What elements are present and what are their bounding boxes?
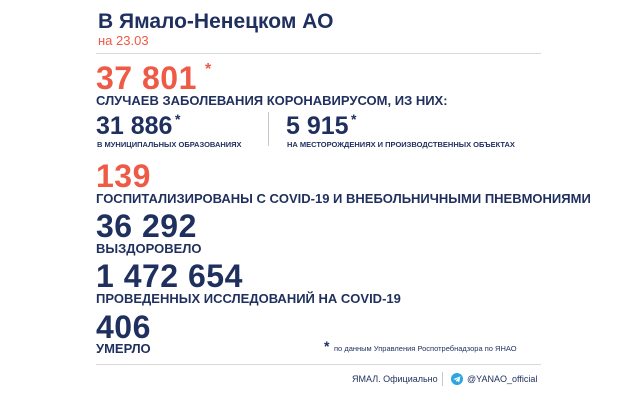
fields-cases-label: НА МЕСТОРОЖДЕНИЯХ И ПРОИЗВОДСТВЕННЫХ ОБЪЕКТАХ (287, 140, 515, 149)
column-divider (268, 112, 269, 146)
tests-label: ПРОВЕДЕННЫХ ИССЛЕДОВАНИЙ НА COVID-19 (96, 291, 401, 306)
recovered-label: ВЫЗДОРОВЕЛО (96, 241, 202, 256)
tests-value: 1 472 654 (96, 258, 243, 294)
municipal-cases-label: В МУНИЦИПАЛЬНЫХ ОБРАЗОВАНИЯХ (97, 140, 242, 149)
total-cases-asterisk: * (205, 61, 212, 78)
source-label: ЯМАЛ. Официально (352, 374, 438, 384)
fields-cases-asterisk: * (351, 111, 357, 127)
page-title: В Ямало-Ненецком АО (98, 10, 334, 33)
bottom-divider (96, 364, 541, 365)
deaths-value: 406 (96, 309, 151, 345)
total-cases-number: 37 801 (96, 60, 197, 96)
hospitalized-label: ГОСПИТАЛИЗИРОВАНЫ С COVID-19 И ВНЕБОЛЬНИЧНЫМИ ПНЕВМОНИЯМИ (96, 191, 591, 206)
total-cases-label: СЛУЧАЕВ ЗАБОЛЕВАНИЯ КОРОНАВИРУСОМ, ИЗ НИХ: (96, 93, 448, 108)
telegram-handle-link[interactable]: @YANAO_official (467, 374, 538, 384)
hospitalized-value: 139 (96, 158, 151, 194)
telegram-plane-glyph (453, 376, 461, 383)
footnote-text: по данным Управления Роспотребнадзора по ЯНАО (334, 344, 517, 353)
telegram-icon[interactable] (451, 373, 463, 385)
report-date: на 23.03 (98, 33, 149, 48)
recovered-value: 36 292 (96, 208, 197, 244)
footnote-asterisk: * (324, 338, 330, 354)
top-divider (96, 53, 541, 54)
municipal-cases-asterisk: * (175, 111, 181, 127)
total-cases-value (96, 60, 197, 97)
footer-divider (442, 372, 443, 386)
fields-cases-value: 5 915 (286, 112, 349, 140)
deaths-label: УМЕРЛО (96, 341, 151, 356)
municipal-cases-value: 31 886 (96, 112, 173, 140)
